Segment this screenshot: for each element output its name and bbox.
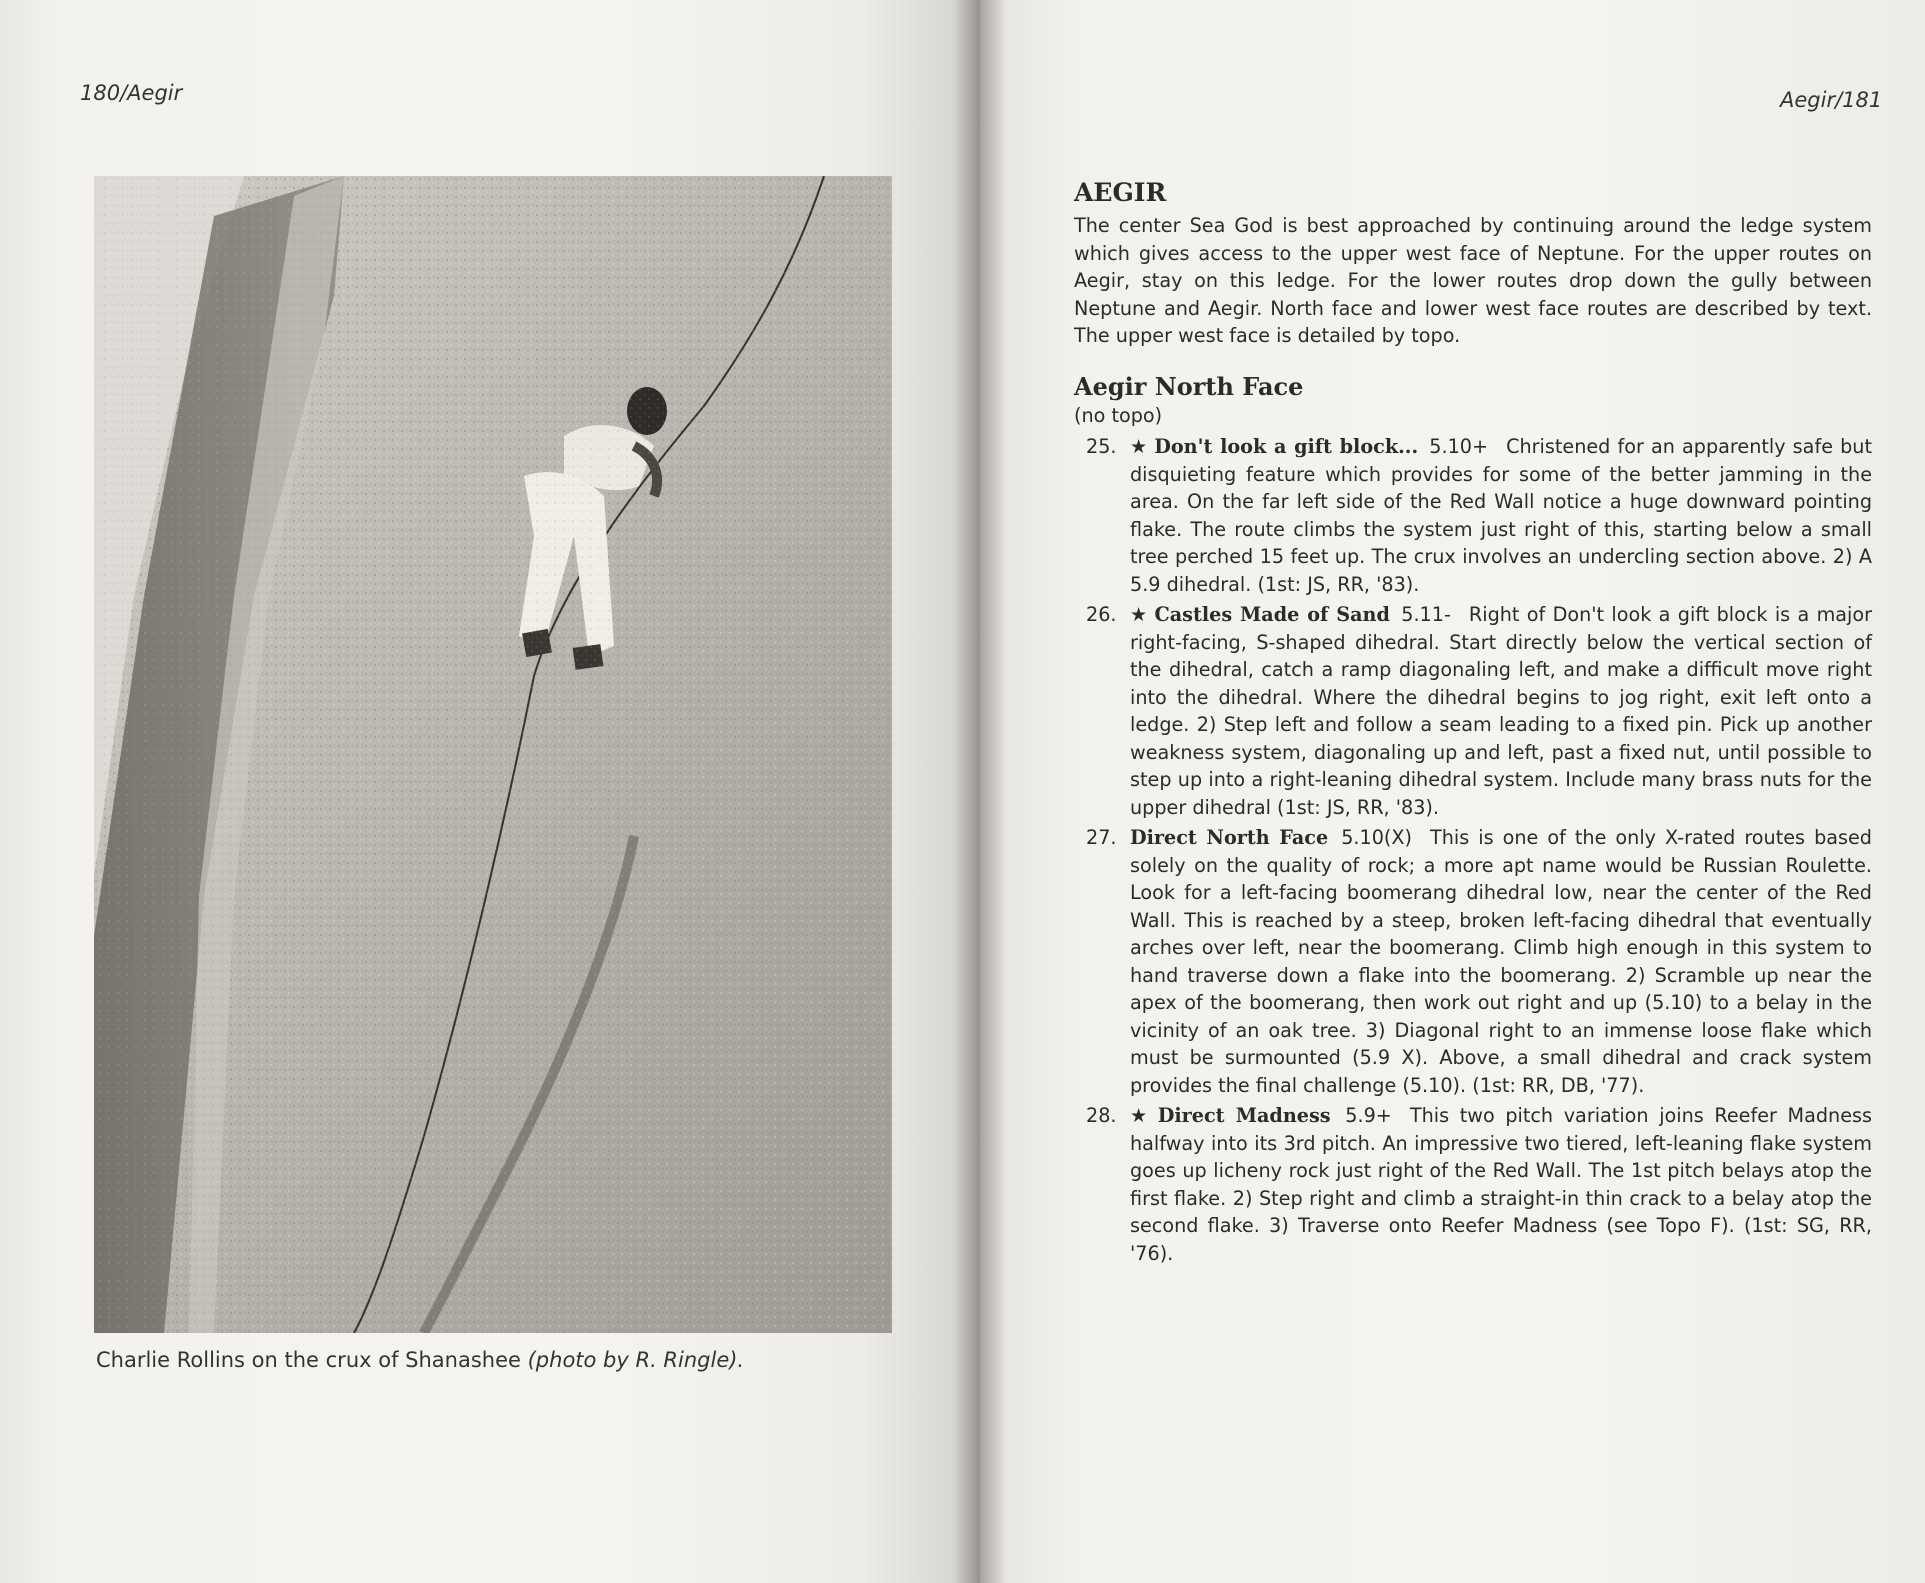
- photo-caption: [96, 1348, 744, 1372]
- section-title: AEGIR: [1074, 178, 1167, 207]
- climbing-photo: [94, 176, 892, 1333]
- route-name: Direct North Face: [1130, 826, 1329, 849]
- subsection-title: Aegir North Face: [1074, 371, 1304, 401]
- caption-credit: (photo by R. Ringle).: [527, 1348, 745, 1372]
- route-entry: [1074, 433, 1872, 598]
- right-page-content: [1074, 178, 1872, 1270]
- star-icon: ★: [1130, 1104, 1152, 1127]
- route-grade: 5.9+: [1345, 1104, 1392, 1127]
- route-number: 27.: [1086, 826, 1117, 849]
- route-grade: 5.11-: [1401, 603, 1451, 626]
- star-icon: ★: [1130, 435, 1149, 458]
- route-description: Right of Don't look a gift block is a major right-facing, S-shaped dihedral. Start directly below the vertical section of the dihedral, catch a ramp diagonaling left, and make a difficult move right into the dihedral. Where the dihedral begins to jog right, exit left onto a ledge. 2) Step left and follow a seam leading to a fixed pin. Pick up another weakness system, diagonaling up and left, past a fixed nut, until possible to step up into a right-leaning dihedral system. Include many brass nuts for the upper dihedral (1st: JS, RR, '83).: [1130, 603, 1873, 819]
- route-description: This is one of the only X-rated routes based solely on the quality of rock; a more apt name would be Russian Roulette. Look for a left-facing boomerang dihedral low, near the center of the Red Wall. This is reached by a steep, broken left-facing dihedral that eventually arches over left, near the boomerang. Climb high enough in this system to hand traverse down a flake into the boomerang. 2) Scramble up near the apex of the boomerang, then work out right and up (5.10) to a belay in the vicinity of an oak tree. 3) Diagonal right to an immense loose flake which must be surmounted (5.9 X). Above, a small dihedral and crack system provides the final challenge (5.10). (1st: RR, DB, '77).: [1130, 826, 1872, 1097]
- route-number: 25.: [1086, 435, 1117, 458]
- route-entry: [1074, 601, 1872, 821]
- route-name: Castles Made of Sand: [1154, 603, 1390, 626]
- climbing-photo-image: [94, 176, 892, 1333]
- route-grade: 5.10+: [1429, 435, 1489, 458]
- section-intro: The center Sea God is best approached by continuing around the ledge system which gives access to the upper west face of Neptune. For the upper routes on Aegir, stay on this ledge. For the lower routes drop down the gully between Neptune and Aegir. North face and lower west face routes are described by text. The upper west face is detailed by topo.: [1074, 214, 1872, 347]
- caption-text: Charlie Rollins on the crux of Shanashee: [96, 1348, 521, 1372]
- subsection-note: (no topo): [1074, 403, 1163, 427]
- route-name: Don't look a gift block...: [1154, 435, 1419, 458]
- running-head-right: Aegir/181: [1780, 88, 1883, 112]
- route-number: 26.: [1086, 603, 1117, 626]
- route-grade: 5.10(X): [1341, 826, 1413, 849]
- star-icon: ★: [1130, 603, 1149, 626]
- route-entry: [1074, 824, 1872, 1099]
- route-name: Direct Madness: [1157, 1104, 1331, 1127]
- route-number: 28.: [1086, 1104, 1117, 1127]
- route-description: Christened for an apparently safe but disquieting feature which provides for some of the better jamming in the area. On the far left side of the Red Wall notice a huge downward pointing flake. The route climbs the system just right of this, starting below a small tree perched 15 feet up. The crux involves an undercling section above. 2) A 5.9 dihedral. (1st: JS, RR, '83).: [1130, 435, 1872, 596]
- running-head-left: 180/Aegir: [80, 81, 183, 105]
- book-gutter-shadow: [955, 0, 1005, 1583]
- route-entry: [1074, 1102, 1872, 1267]
- route-description: This two pitch variation joins Reefer Madness halfway into its 3rd pitch. An impressive two tiered, left-leaning flake system goes up licheny rock just right of the Red Wall. The 1st pitch belays atop the first flake. 2) Step right and climb a straight-in thin crack to a belay atop the second flake. 3) Traverse onto Reefer Madness (see Topo F). (1st: SG, RR, '76).: [1130, 1104, 1873, 1265]
